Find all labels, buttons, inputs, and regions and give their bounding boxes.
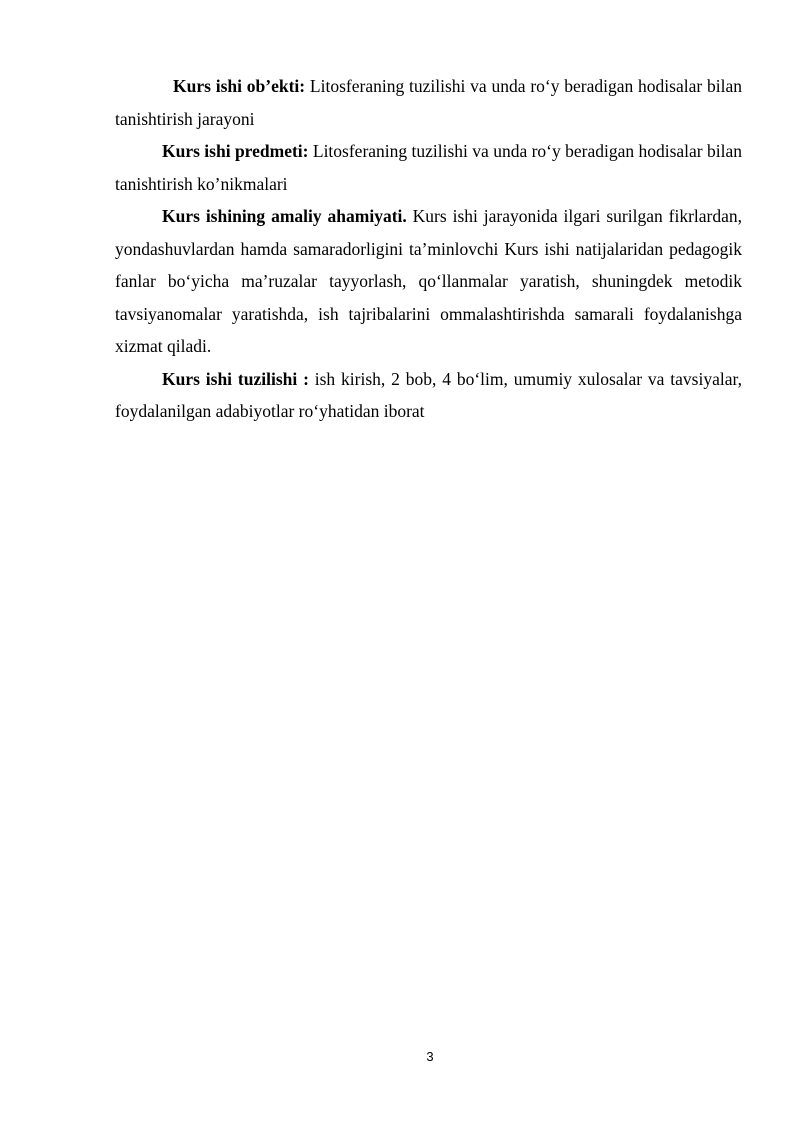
paragraph-text: ish kirish, 2 bob, 4 bo‘lim, umumiy xulosalar va tavsiyalar, foydalanilgan adabiyotlar ro‘yhatidan iborat xyxy=(115,368,742,421)
paragraph-text: Litosferaning tuzilishi va unda ro‘y beradigan hodisalar bilan tanishtirish jarayoni xyxy=(115,76,742,129)
paragraph-text: Kurs ishi jarayonida ilgari surilgan fikrlardan, yondashuvlardan hamda samaradorligini ta’minlovchi Kurs ishi natijalaridan pedagogik fanlar bo‘yicha ma’ruzalar tayyorlash, qo‘llanmalar yaratish, shuningdek metodik tavsiyanomalar yaratishda, ish tajribalarini ommalashtirishda samarali foydalanishga xizmat qiladi. xyxy=(115,206,743,356)
paragraph-subject xyxy=(115,135,742,200)
paragraph-lead: Kurs ishining amaliy ahamiyati. xyxy=(162,206,407,226)
paragraph-lead: Kurs ishi tuzilishi : xyxy=(162,368,309,389)
document-body xyxy=(115,70,742,428)
paragraph-practical-significance xyxy=(115,200,742,363)
paragraph-lead: Kurs ishi ob’ekti: xyxy=(173,76,306,96)
page-number: 3 xyxy=(426,1049,434,1064)
paragraph-lead: Kurs ishi predmeti: xyxy=(162,141,309,161)
paragraph-structure xyxy=(115,363,742,428)
paragraph-text: Litosferaning tuzilishi va unda ro‘y beradigan hodisalar bilan tanishtirish ko’nikmalari xyxy=(115,141,742,194)
paragraph-object xyxy=(115,70,742,135)
